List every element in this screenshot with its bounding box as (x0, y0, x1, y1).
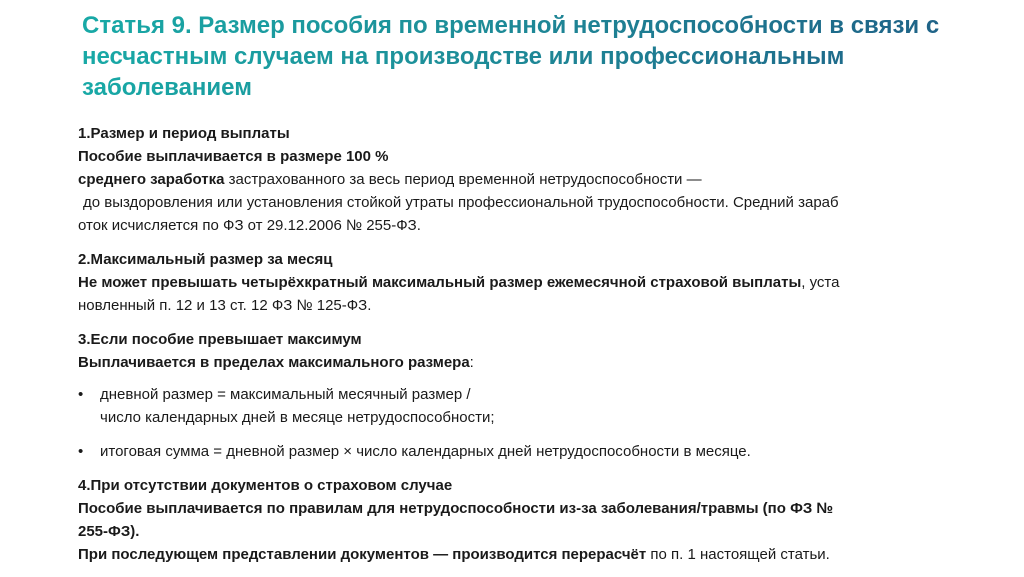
section-2-heading: 2.Максимальный размер за месяц (78, 251, 333, 268)
section-2-line-1-text: , уста (801, 274, 840, 291)
bullet-item-total (78, 440, 958, 463)
page-title: Статья 9. Размер пособия по временной нетрудоспособности в связи с несчастным случаем на производстве или профессиональным заболеванием (82, 10, 982, 103)
section-1-line-2-text: застрахованного за весь период временной нетрудоспособности — (224, 171, 702, 188)
section-4-line-1: Пособие выплачивается по правилам для нетрудоспособности из-за заболевания/травмы (по ФЗ № (78, 500, 834, 517)
section-1-line-3: до выздоровления или установления стойкой утраты профессиональной трудоспособности. Средний зараб (83, 194, 839, 211)
section-4-line-2: 255-ФЗ). (78, 523, 140, 540)
bullet-item-daily (78, 383, 958, 429)
section-1-heading: 1.Размер и период выплаты (78, 125, 290, 142)
section-1 (78, 122, 958, 237)
bullet-icon: • (78, 386, 84, 403)
bullet-daily-line-1: дневной размер = максимальный месячный размер / (100, 386, 471, 403)
section-2 (78, 248, 958, 317)
bullet-icon: • (78, 443, 84, 460)
section-1-line-1: Пособие выплачивается в размере 100 % (78, 148, 389, 165)
section-4-line-3-bold: При последующем представлении документов — производится перерасчёт (78, 546, 647, 563)
section-3-line-1-text: : (469, 354, 474, 371)
section-4-line-3-text: по п. 1 настоящей статьи. (646, 546, 830, 563)
section-3-line-1-bold: Выплачивается в пределах максимального размера (78, 354, 470, 371)
article-body (78, 122, 958, 577)
section-3 (78, 328, 958, 463)
section-4-heading: 4.При отсутствии документов о страховом случае (78, 477, 453, 494)
section-3-heading: 3.Если пособие превышает максимум (78, 331, 362, 348)
section-1-line-4: оток исчисляется по ФЗ от 29.12.2006 № 255-ФЗ. (78, 217, 421, 234)
bullet-daily-line-2: число календарных дней в месяце нетрудоспособности; (100, 409, 495, 426)
section-1-line-2-bold: среднего заработка (78, 171, 225, 188)
section-2-line-2: новленный п. 12 и 13 ст. 12 ФЗ № 125-ФЗ. (78, 297, 372, 314)
section-2-line-1-bold: Не может превышать четырёхкратный максимальный размер ежемесячной страховой выплаты (78, 274, 802, 291)
bullet-total-line-1: итоговая сумма = дневной размер × число календарных дней нетрудоспособности в месяце. (100, 443, 751, 460)
section-4 (78, 474, 958, 566)
